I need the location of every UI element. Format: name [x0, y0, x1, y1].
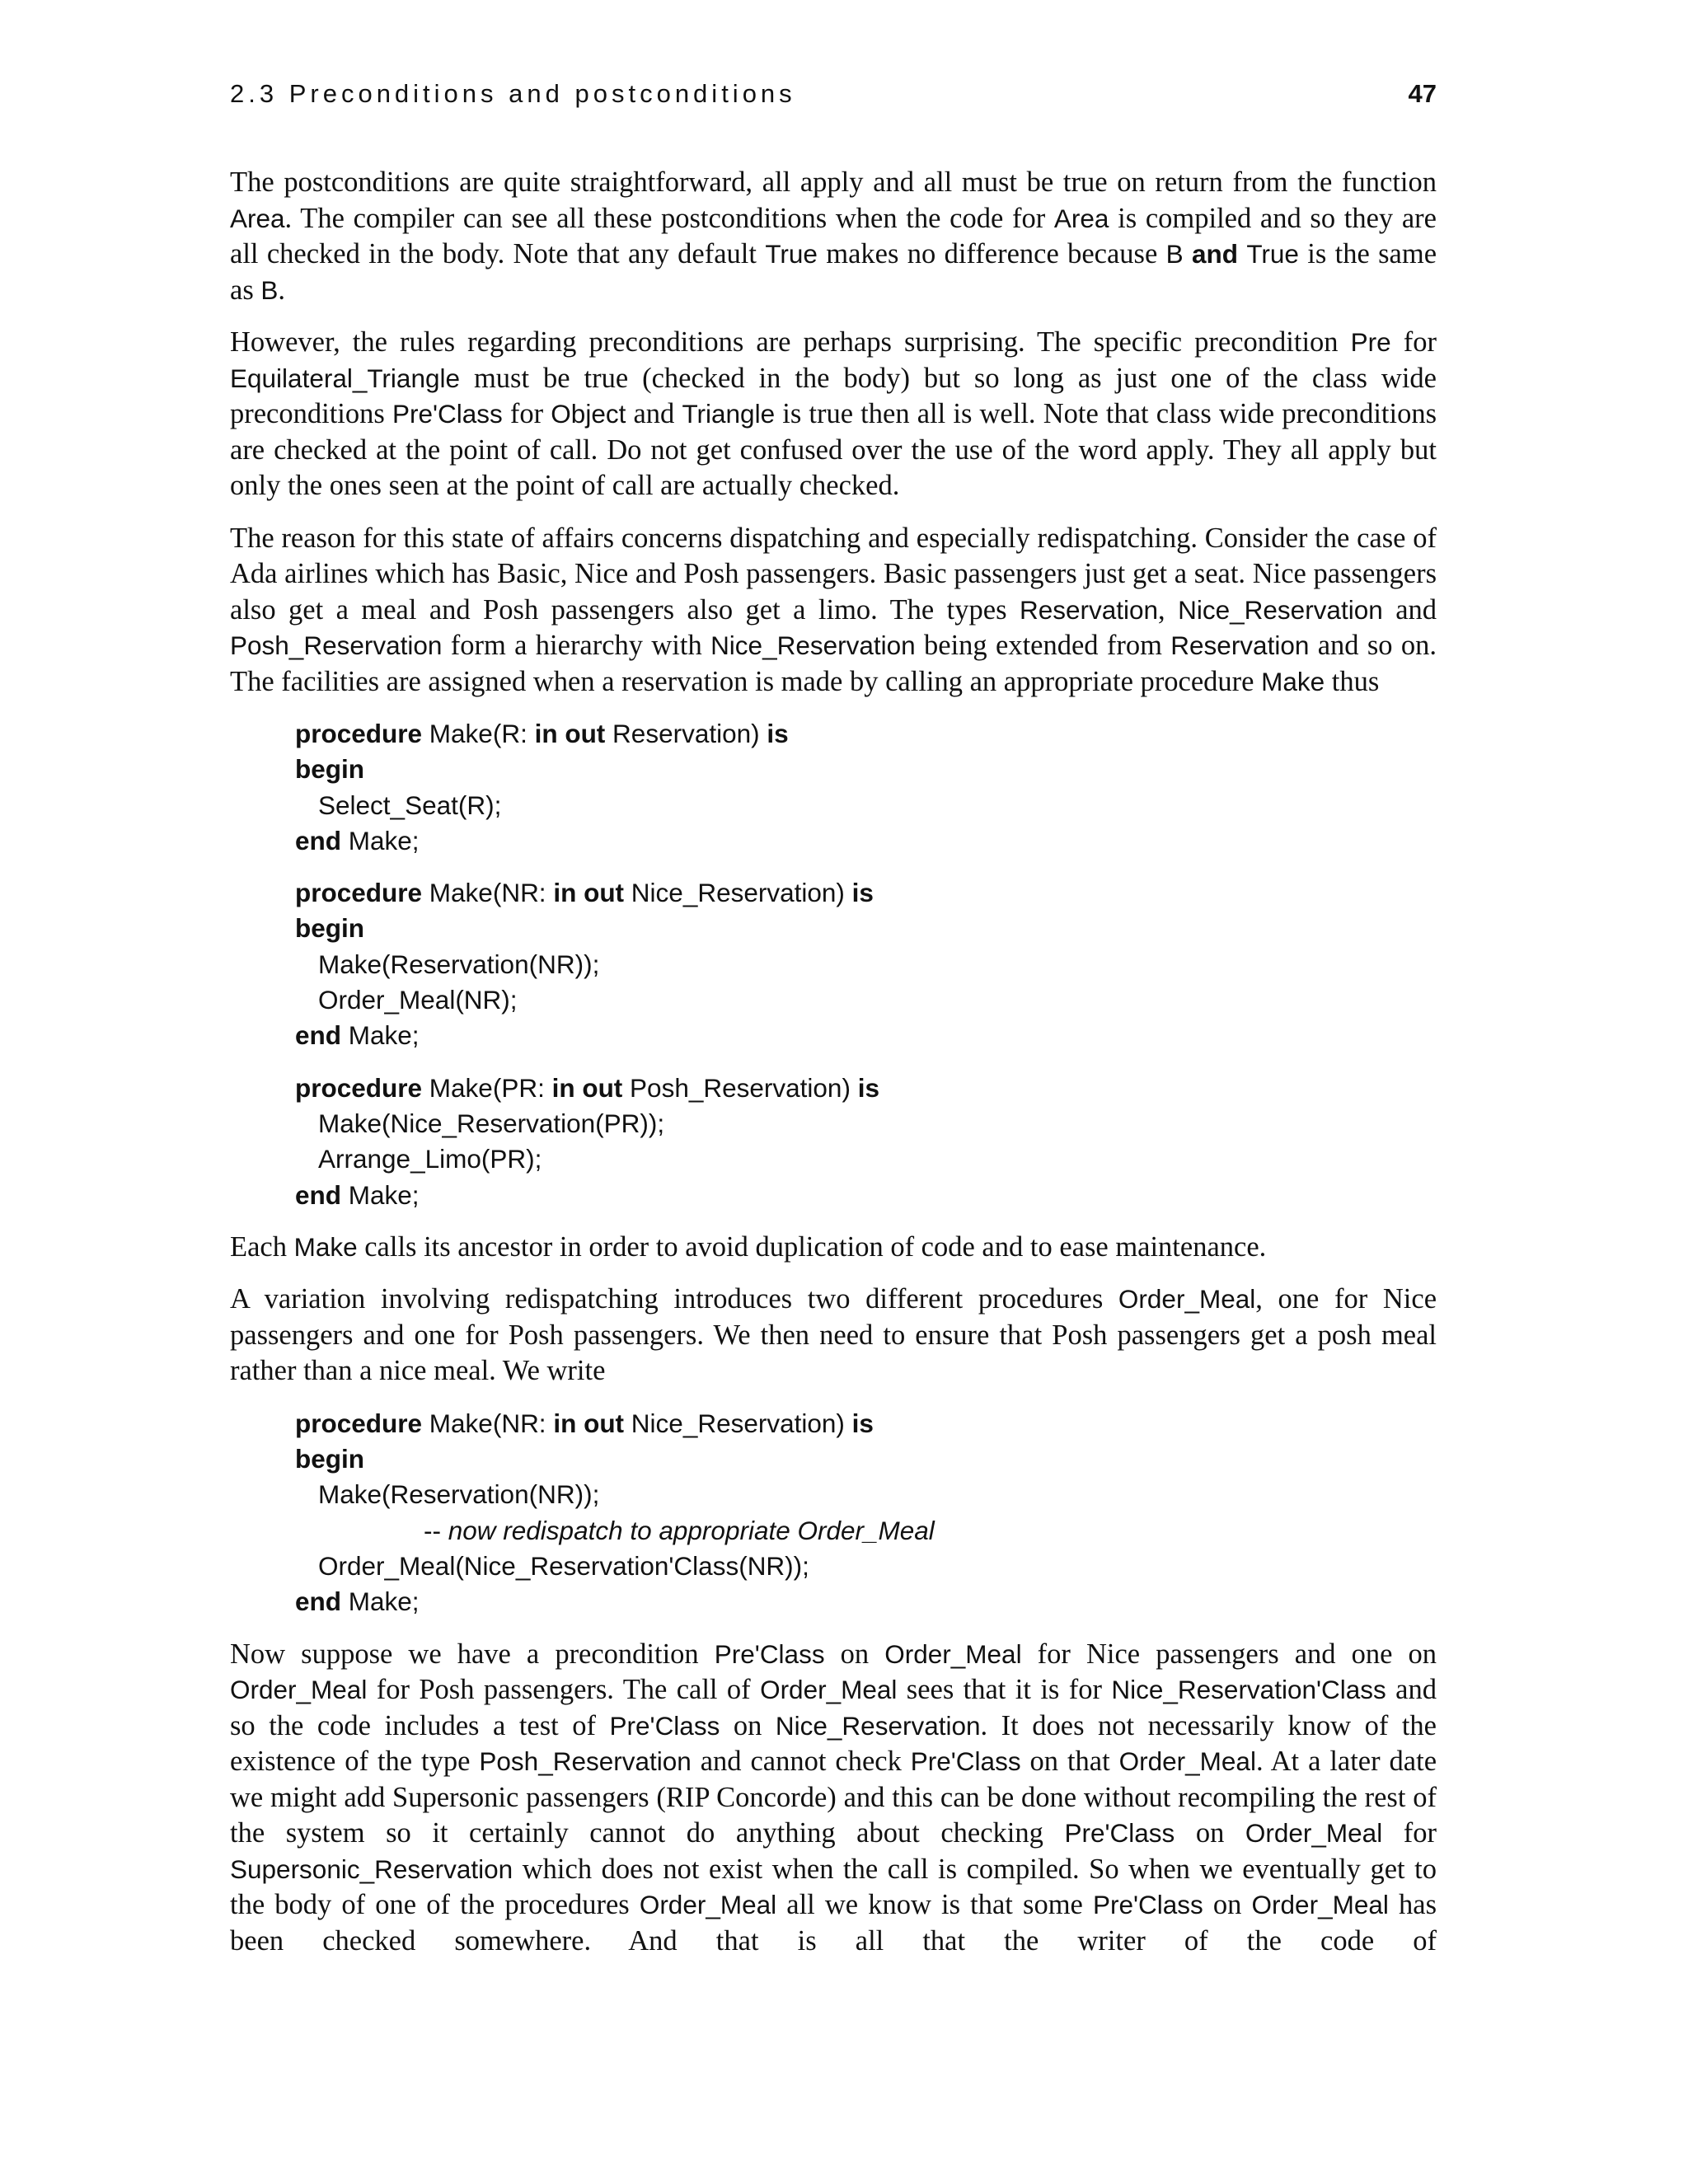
paragraph-redispatching-variation: A variation involving redispatching introduces two different procedures Order_Meal, one for Nice passengers and one for Posh passengers. We then need to ensure that Posh passengers get a posh meal rather than a nice meal. We write — [230, 1283, 1437, 1387]
section-title: 2.3 Preconditions and postconditions — [230, 79, 796, 108]
code-block-make-redispatch: procedure Make(NR: in out Nice_Reservation) is begin Make(Reservation(NR)); -- now redispatch to appropriate Order_Meal Order_Meal(Nice_Reservation'Class(NR)); end Make; — [295, 1406, 1437, 1620]
code-comment: -- now redispatch to appropriate Order_Meal — [424, 1515, 935, 1545]
page-body — [230, 165, 1437, 1959]
paragraph-postconditions: The postconditions are quite straightforward, all apply and all must be true on return from the function Area. The compiler can see all these postconditions when the code for Area is compiled and so they are all checked in the body. Note that any default True makes no difference because B and True is the same as B. — [230, 166, 1437, 306]
paragraph-supersonic: Now suppose we have a precondition Pre'Class on Order_Meal for Nice passengers and one on Order_Meal for Posh passengers. The call of Order_Meal sees that it is for Nice_Reservation'Class and so the code includes a test of Pre'Class on Nice_Reservation. It does not necessarily know of the existence of the type Posh_Reservation and cannot check Pre'Class on that Order_Meal. At a later date we might add Supersonic passengers (RIP Concorde) and this can be done without recompiling the rest of the system so it certainly cannot do anything about checking Pre'Class on Order_Meal for Supersonic_Reservation which does not exist when the call is compiled. So when we eventually get to the body of one of the procedures Order_Meal all we know is that some Pre'Class on Order_Meal has been checked somewhere. And that is all that the writer of the code of — [230, 1638, 1437, 1957]
book-page — [230, 79, 1437, 1959]
paragraph-ada-airlines: The reason for this state of affairs concerns dispatching and especially redispatching. Consider the case of Ada airlines which has Basic, Nice and Posh passengers. Basic passengers just get a seat. Nice passengers also get a meal and Posh passengers also get a limo. The types Reservation, Nice_Reservation and Posh_Reservation form a hierarchy with Nice_Reservation being extended from Reservation and so on. The facilities are assigned when a reservation is made by calling an appropriate procedure Make thus — [230, 522, 1437, 697]
code-block-make-reservation: procedure Make(R: in out Reservation) is begin Select_Seat(R); end Make; — [295, 719, 789, 855]
paragraph-preconditions: However, the rules regarding preconditions are perhaps surprising. The specific precondition Pre for Equilateral_Triangle must be true (checked in the body) but so long as just one of the class wide preconditions Pre'Class for Object and Triangle is true then all is well. Note that class wide preconditions are checked at the point of call. Do not get confused over the use of the word apply. They all apply but only the ones seen at the point of call are actually checked. — [230, 326, 1437, 501]
page-number: 47 — [1408, 79, 1437, 108]
code-block-make-posh-reservation: procedure Make(PR: in out Posh_Reservation) is Make(Nice_Reservation(PR)); Arrange_Limo(PR); end Make; — [295, 1072, 879, 1210]
paragraph-each-make: Each Make calls its ancestor in order to avoid duplication of code and to ease maintenance. — [230, 1230, 1267, 1263]
code-block-make-nice-reservation: procedure Make(NR: in out Nice_Reservation) is begin Make(Reservation(NR)); Order_Meal(NR); end Make; — [295, 878, 874, 1051]
running-header — [230, 79, 1437, 122]
